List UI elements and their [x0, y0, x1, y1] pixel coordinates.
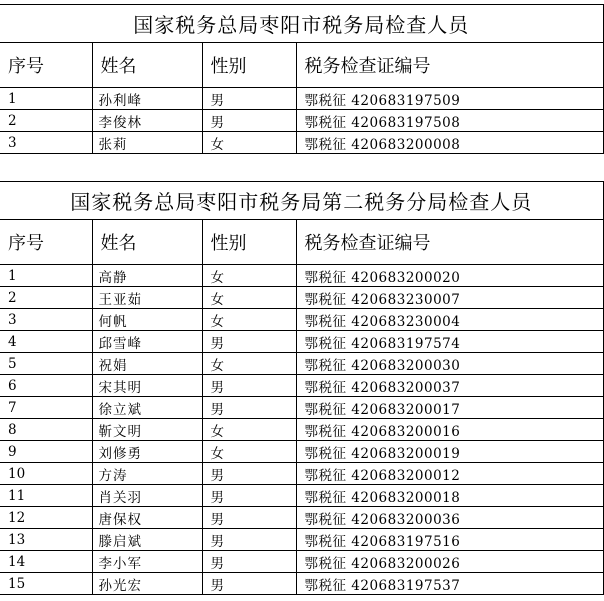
cell-certificate-number: 鄂税征 420683200020 [296, 265, 603, 287]
header-name: 姓名 [92, 220, 202, 265]
cell-serial-number: 5 [0, 353, 92, 375]
cell-name: 李小军 [92, 551, 202, 573]
cell-serial-number: 6 [0, 375, 92, 397]
table-title: 国家税务总局枣阳市税务局检查人员 [0, 5, 603, 43]
table-row [0, 309, 603, 331]
table-row [0, 507, 603, 529]
inspector-table-bureau [0, 4, 604, 154]
table-row [0, 88, 603, 110]
table-row [0, 463, 603, 485]
table-row [0, 353, 603, 375]
header-serial-number: 序号 [0, 220, 92, 265]
table-title-row [0, 182, 603, 220]
cell-certificate-number: 鄂税征 420683230007 [296, 287, 603, 309]
cell-certificate-number: 鄂税征 420683200018 [296, 485, 603, 507]
table-row [0, 397, 603, 419]
cell-name: 李俊林 [92, 110, 202, 132]
header-name: 姓名 [92, 43, 202, 88]
cell-gender: 男 [202, 463, 296, 485]
table-row [0, 265, 603, 287]
cell-certificate-number: 鄂税征 420683200012 [296, 463, 603, 485]
cell-name: 孙利峰 [92, 88, 202, 110]
cell-certificate-number: 鄂税征 420683200030 [296, 353, 603, 375]
cell-certificate-number: 鄂税征 420683197509 [296, 88, 603, 110]
header-certificate-number: 税务检查证编号 [296, 43, 603, 88]
cell-serial-number: 14 [0, 551, 92, 573]
cell-serial-number: 10 [0, 463, 92, 485]
cell-gender: 男 [202, 507, 296, 529]
cell-gender: 男 [202, 331, 296, 353]
cell-serial-number: 7 [0, 397, 92, 419]
table-row [0, 375, 603, 397]
table-header-row [0, 43, 603, 88]
cell-gender: 女 [202, 441, 296, 463]
cell-gender: 女 [202, 309, 296, 331]
cell-serial-number: 1 [0, 88, 92, 110]
cell-gender: 男 [202, 88, 296, 110]
cell-name: 孙光宏 [92, 573, 202, 595]
cell-name: 邱雪峰 [92, 331, 202, 353]
cell-name: 靳文明 [92, 419, 202, 441]
cell-certificate-number: 鄂税征 420683197508 [296, 110, 603, 132]
table-row [0, 485, 603, 507]
cell-certificate-number: 鄂税征 420683197516 [296, 529, 603, 551]
cell-certificate-number: 鄂税征 420683197574 [296, 331, 603, 353]
cell-serial-number: 12 [0, 507, 92, 529]
header-certificate-number: 税务检查证编号 [296, 220, 603, 265]
cell-certificate-number: 鄂税征 420683200019 [296, 441, 603, 463]
table-row [0, 529, 603, 551]
table-row [0, 441, 603, 463]
table-title-row [0, 5, 603, 43]
cell-name: 刘修勇 [92, 441, 202, 463]
cell-name: 唐保权 [92, 507, 202, 529]
cell-gender: 女 [202, 265, 296, 287]
header-serial-number: 序号 [0, 43, 92, 88]
cell-name: 宋其明 [92, 375, 202, 397]
cell-serial-number: 8 [0, 419, 92, 441]
table-row [0, 573, 603, 595]
cell-serial-number: 4 [0, 331, 92, 353]
table-row [0, 110, 603, 132]
table-row [0, 331, 603, 353]
cell-serial-number: 13 [0, 529, 92, 551]
cell-serial-number: 11 [0, 485, 92, 507]
cell-gender: 男 [202, 485, 296, 507]
cell-gender: 男 [202, 529, 296, 551]
cell-gender: 女 [202, 419, 296, 441]
cell-certificate-number: 鄂税征 420683200026 [296, 551, 603, 573]
table-row [0, 132, 603, 154]
inspector-table-branch [0, 181, 604, 595]
cell-name: 祝娟 [92, 353, 202, 375]
cell-name: 滕启斌 [92, 529, 202, 551]
cell-name: 肖关羽 [92, 485, 202, 507]
table-row [0, 551, 603, 573]
cell-gender: 男 [202, 375, 296, 397]
header-gender: 性别 [202, 43, 296, 88]
cell-serial-number: 3 [0, 309, 92, 331]
cell-name: 徐立斌 [92, 397, 202, 419]
cell-gender: 女 [202, 132, 296, 154]
cell-serial-number: 3 [0, 132, 92, 154]
cell-serial-number: 1 [0, 265, 92, 287]
cell-gender: 男 [202, 573, 296, 595]
cell-certificate-number: 鄂税征 420683200017 [296, 397, 603, 419]
cell-name: 何帆 [92, 309, 202, 331]
cell-certificate-number: 鄂税征 420683200036 [296, 507, 603, 529]
table-title: 国家税务总局枣阳市税务局第二税务分局检查人员 [0, 182, 603, 220]
cell-serial-number: 2 [0, 287, 92, 309]
cell-certificate-number: 鄂税征 420683197537 [296, 573, 603, 595]
cell-name: 高静 [92, 265, 202, 287]
cell-gender: 男 [202, 397, 296, 419]
table-row [0, 287, 603, 309]
cell-gender: 女 [202, 353, 296, 375]
cell-gender: 女 [202, 287, 296, 309]
cell-gender: 男 [202, 110, 296, 132]
cell-serial-number: 15 [0, 573, 92, 595]
table-header-row [0, 220, 603, 265]
cell-name: 方涛 [92, 463, 202, 485]
cell-certificate-number: 鄂税征 420683200016 [296, 419, 603, 441]
cell-serial-number: 9 [0, 441, 92, 463]
cell-certificate-number: 鄂税征 420683200037 [296, 375, 603, 397]
table-row [0, 419, 603, 441]
cell-name: 王亚茹 [92, 287, 202, 309]
cell-certificate-number: 鄂税征 420683200008 [296, 132, 603, 154]
section-gap [0, 160, 603, 181]
cell-certificate-number: 鄂税征 420683230004 [296, 309, 603, 331]
cell-serial-number: 2 [0, 110, 92, 132]
cell-gender: 男 [202, 551, 296, 573]
header-gender: 性别 [202, 220, 296, 265]
cell-name: 张莉 [92, 132, 202, 154]
